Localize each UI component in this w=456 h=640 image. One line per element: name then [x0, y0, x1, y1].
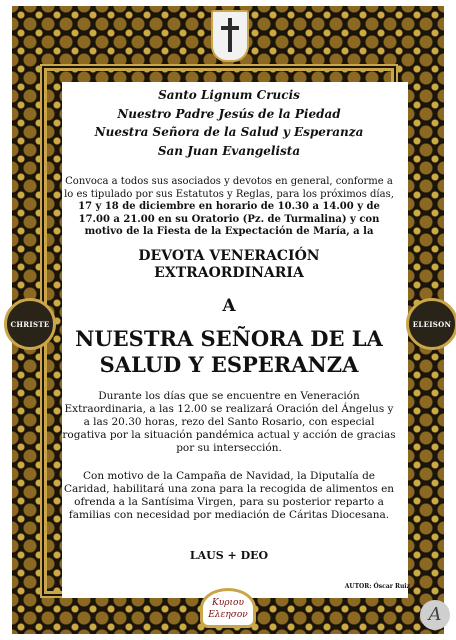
hermandad-emblem-icon	[211, 10, 249, 62]
convocation-dates: 17 y 18 de diciembre en horario de 10.30 a 14.00 y de 17.00 a 21.00 en su Oratorio (Pz. de Turmalina) y con motivo de la Fiesta de la Expectación de María, a la	[78, 201, 380, 237]
kyrie-plaque	[200, 588, 256, 628]
brotherhood-titles	[62, 86, 396, 160]
medal-christe: CHRISTE	[4, 298, 56, 350]
watermark-logo-icon: A	[420, 600, 450, 630]
convocation-text	[62, 176, 396, 239]
convocation-intro: Convoca a todos sus asociados y devotos en general, conforme a lo es tipulado por sus Estatutos y Reglas, para los próximos días,	[64, 176, 394, 200]
title-line: Nuestro Padre Jesús de la Piedad	[117, 106, 341, 121]
cross-icon	[228, 18, 232, 52]
a-connector: A	[222, 296, 236, 316]
schedule-paragraph: Durante los días que se encuentre en Veneración Extraordinaria, a las 12.00 se realizará Oración del Ángelus y a las 20.30 horas, rezo del Santo Rosario, con especial rogativa por la situación pandémica actual y acción de gracias por su intersección.	[62, 390, 396, 454]
charity-paragraph: Con motivo de la Campaña de Navidad, la Diputalía de Caridad, habilitará una zona para la recogida de alimentos en ofrenda a la Santísima Virgen, para su posterior reparto a familias con necesidad por mediación de Cáritas Diocesana.	[63, 470, 395, 521]
author-credit: AUTOR: Óscar Ruiz	[344, 583, 410, 590]
title-line: Santo Lignum Crucis	[158, 88, 300, 102]
title-line: Nuestra Señora de la Salud y Esperanza	[94, 125, 364, 139]
plaque-line: Κυριου	[212, 598, 244, 608]
devota-veneracion-title: DEVOTA VENERACIÓN EXTRAORDINARIA	[138, 248, 320, 281]
laus-deo: LAUS + DEO	[189, 549, 269, 562]
title-line: San Juan Evangelista	[157, 143, 301, 158]
virgin-title: NUESTRA SEÑORA DE LA SALUD Y ESPERANZA	[75, 326, 383, 377]
medal-eleison: ELEISON	[406, 298, 456, 350]
plaque-line: Ελεησον	[208, 610, 248, 620]
